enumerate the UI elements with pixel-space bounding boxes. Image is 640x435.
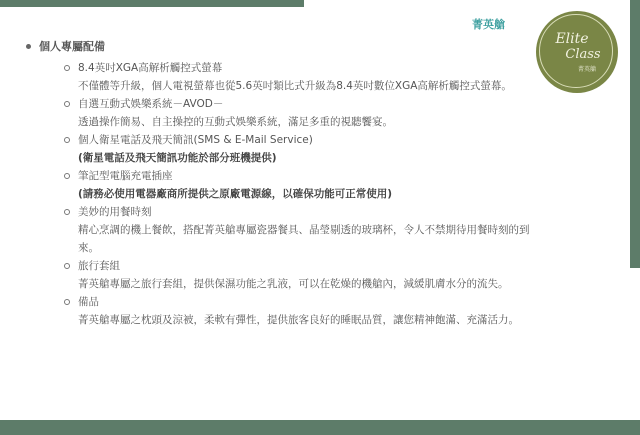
item-title: 備品 (78, 296, 99, 308)
amenity-list (64, 59, 534, 329)
section-heading (26, 38, 105, 54)
list-item (64, 131, 534, 167)
list-item (64, 95, 534, 131)
section-title: 個人專屬配備 (39, 40, 105, 53)
list-item (64, 203, 534, 257)
item-desc: 透過操作簡易、自主操控的互動式娛樂系統，滿足多重的視聽饗宴。 (78, 116, 393, 128)
item-title: 筆記型電腦充電插座 (78, 170, 173, 182)
item-desc: 精心烹調的機上餐飲，搭配菁英艙專屬瓷器餐具、晶瑩剔透的玻璃杯，令人不禁期待用餐時刻的到來。 (78, 224, 530, 254)
item-title: 自選互動式娛樂系統－AVOD－ (78, 98, 224, 110)
logo-line2: Class (565, 47, 601, 62)
top-accent-bar (0, 0, 304, 7)
brand-title: 菁英艙 (472, 18, 505, 31)
item-desc: 菁英艙專屬之旅行套組，提供保濕功能之乳液，可以在乾燥的機艙內，減緩肌膚水分的流失。 (78, 278, 509, 290)
item-desc: (衛星電話及飛天簡訊功能於部分班機提供) (78, 152, 277, 164)
list-item (64, 167, 534, 203)
list-item (64, 293, 534, 329)
bullet-icon (26, 44, 31, 49)
item-title: 旅行套組 (78, 260, 120, 272)
list-item (64, 257, 534, 293)
logo-ring (539, 14, 613, 88)
logo-sub: 菁英艙 (577, 66, 596, 73)
item-title: 8.4英吋XGA高解析觸控式螢幕 (78, 62, 223, 74)
logo-line1: Elite (555, 31, 589, 47)
item-desc: (請務必使用電器廠商所提供之原廠電源線，以確保功能可正常使用) (78, 188, 393, 200)
item-desc: 菁英艙專屬之枕頭及涼被，柔軟有彈性，提供旅客良好的睡眠品質，讓您精神飽滿、充滿活力。 (78, 314, 519, 326)
item-title: 美妙的用餐時刻 (78, 206, 152, 218)
item-desc: 不僅體等升級，個人電視螢幕也從5.6英吋類比式升級為8.4英吋數位XGA高解析觸控式螢幕。 (78, 80, 512, 92)
bottom-accent-bar (0, 420, 640, 435)
right-accent-bar (630, 0, 640, 268)
item-title: 個人衛星電話及飛天簡訊(SMS & E-Mail Service) (78, 134, 313, 146)
list-item (64, 59, 534, 95)
elite-class-logo (536, 11, 618, 93)
